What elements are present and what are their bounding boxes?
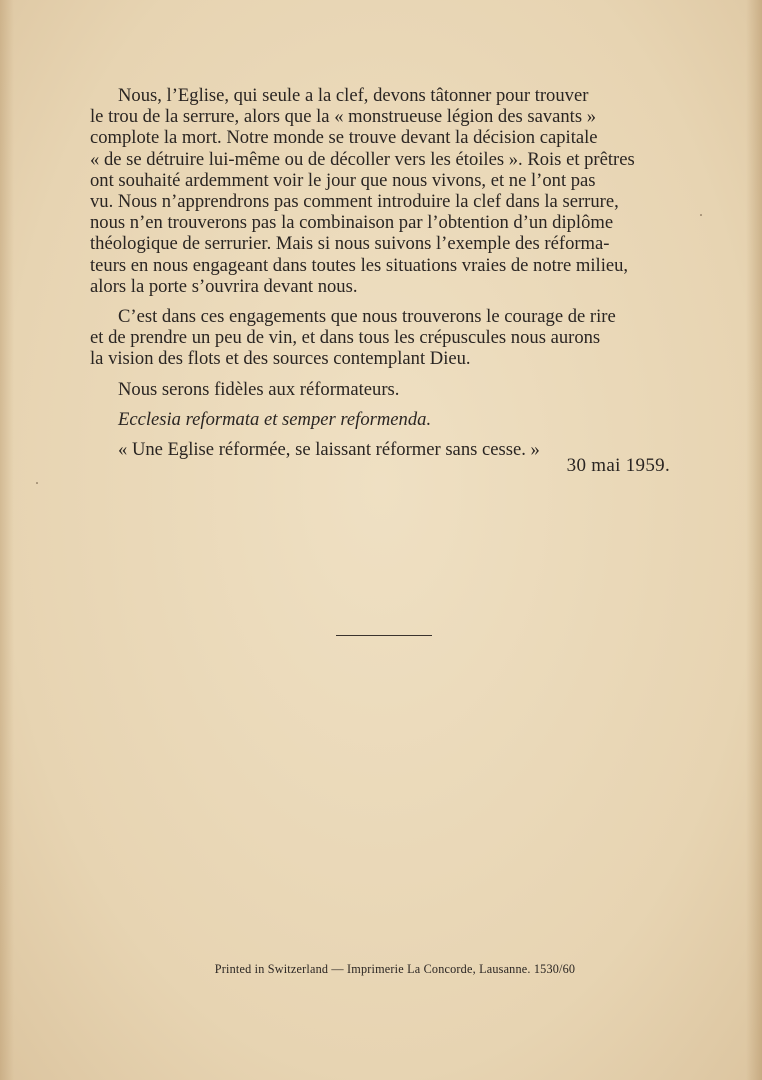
text-line: C’est dans ces engagements que nous trouverons le courage de rire: [118, 306, 616, 328]
divider: [336, 635, 432, 636]
text-line: Nous, l’Eglise, qui seule a la clef, devons tâtonner pour trouver: [118, 85, 589, 106]
paragraph-3: [90, 379, 686, 400]
latin-motto: [90, 409, 686, 430]
date: 30 mai 1959.: [566, 455, 670, 476]
text-line: le trou de la serrure, alors que la « monstrueuse légion des savants »: [90, 106, 597, 128]
text-line: la vision des flots et des sources contemplant Dieu.: [90, 348, 471, 370]
imprint-line: [0, 962, 762, 977]
paragraph-2: [90, 306, 686, 370]
text-line: ont souhaité ardemment voir le jour que nous vivons, et ne l’ont pas: [90, 169, 596, 191]
paper-speck: [700, 214, 702, 216]
text-line: « Une Eglise réformée, se laissant réformer sans cesse. »: [118, 439, 540, 461]
text-line: Nous serons fidèles aux réformateurs.: [118, 378, 400, 400]
text-line: théologique de serrurier. Mais si nous suivons l’exemple des réforma-: [90, 233, 610, 255]
text-line: « de se détruire lui-même ou de décoller vers les étoiles ». Rois et prêtres: [90, 148, 635, 170]
text-line: alors la porte s’ouvrira devant nous.: [90, 275, 358, 297]
paper-speck: [36, 482, 38, 484]
body-text: [90, 85, 686, 460]
text-line: complote la mort. Notre monde se trouve devant la décision capitale: [90, 127, 598, 149]
text-line: Ecclesia reformata et semper reformenda.: [118, 408, 432, 430]
text-line: nous n’en trouverons pas la combinaison par l’obtention d’un diplôme: [90, 212, 614, 234]
text-line: et de prendre un peu de vin, et dans tous les crépuscules nous aurons: [90, 327, 601, 349]
paper-speck: [270, 454, 272, 456]
text-line: teurs en nous engageant dans toutes les situations vraies de notre milieu,: [90, 254, 629, 276]
text-line: vu. Nous n’apprendrons pas comment introduire la clef dans la serrure,: [90, 191, 619, 213]
paragraph-1: [90, 85, 686, 297]
imprint-text: Printed in Switzerland — Imprimerie La Concorde, Lausanne. 1530/60: [214, 962, 576, 976]
